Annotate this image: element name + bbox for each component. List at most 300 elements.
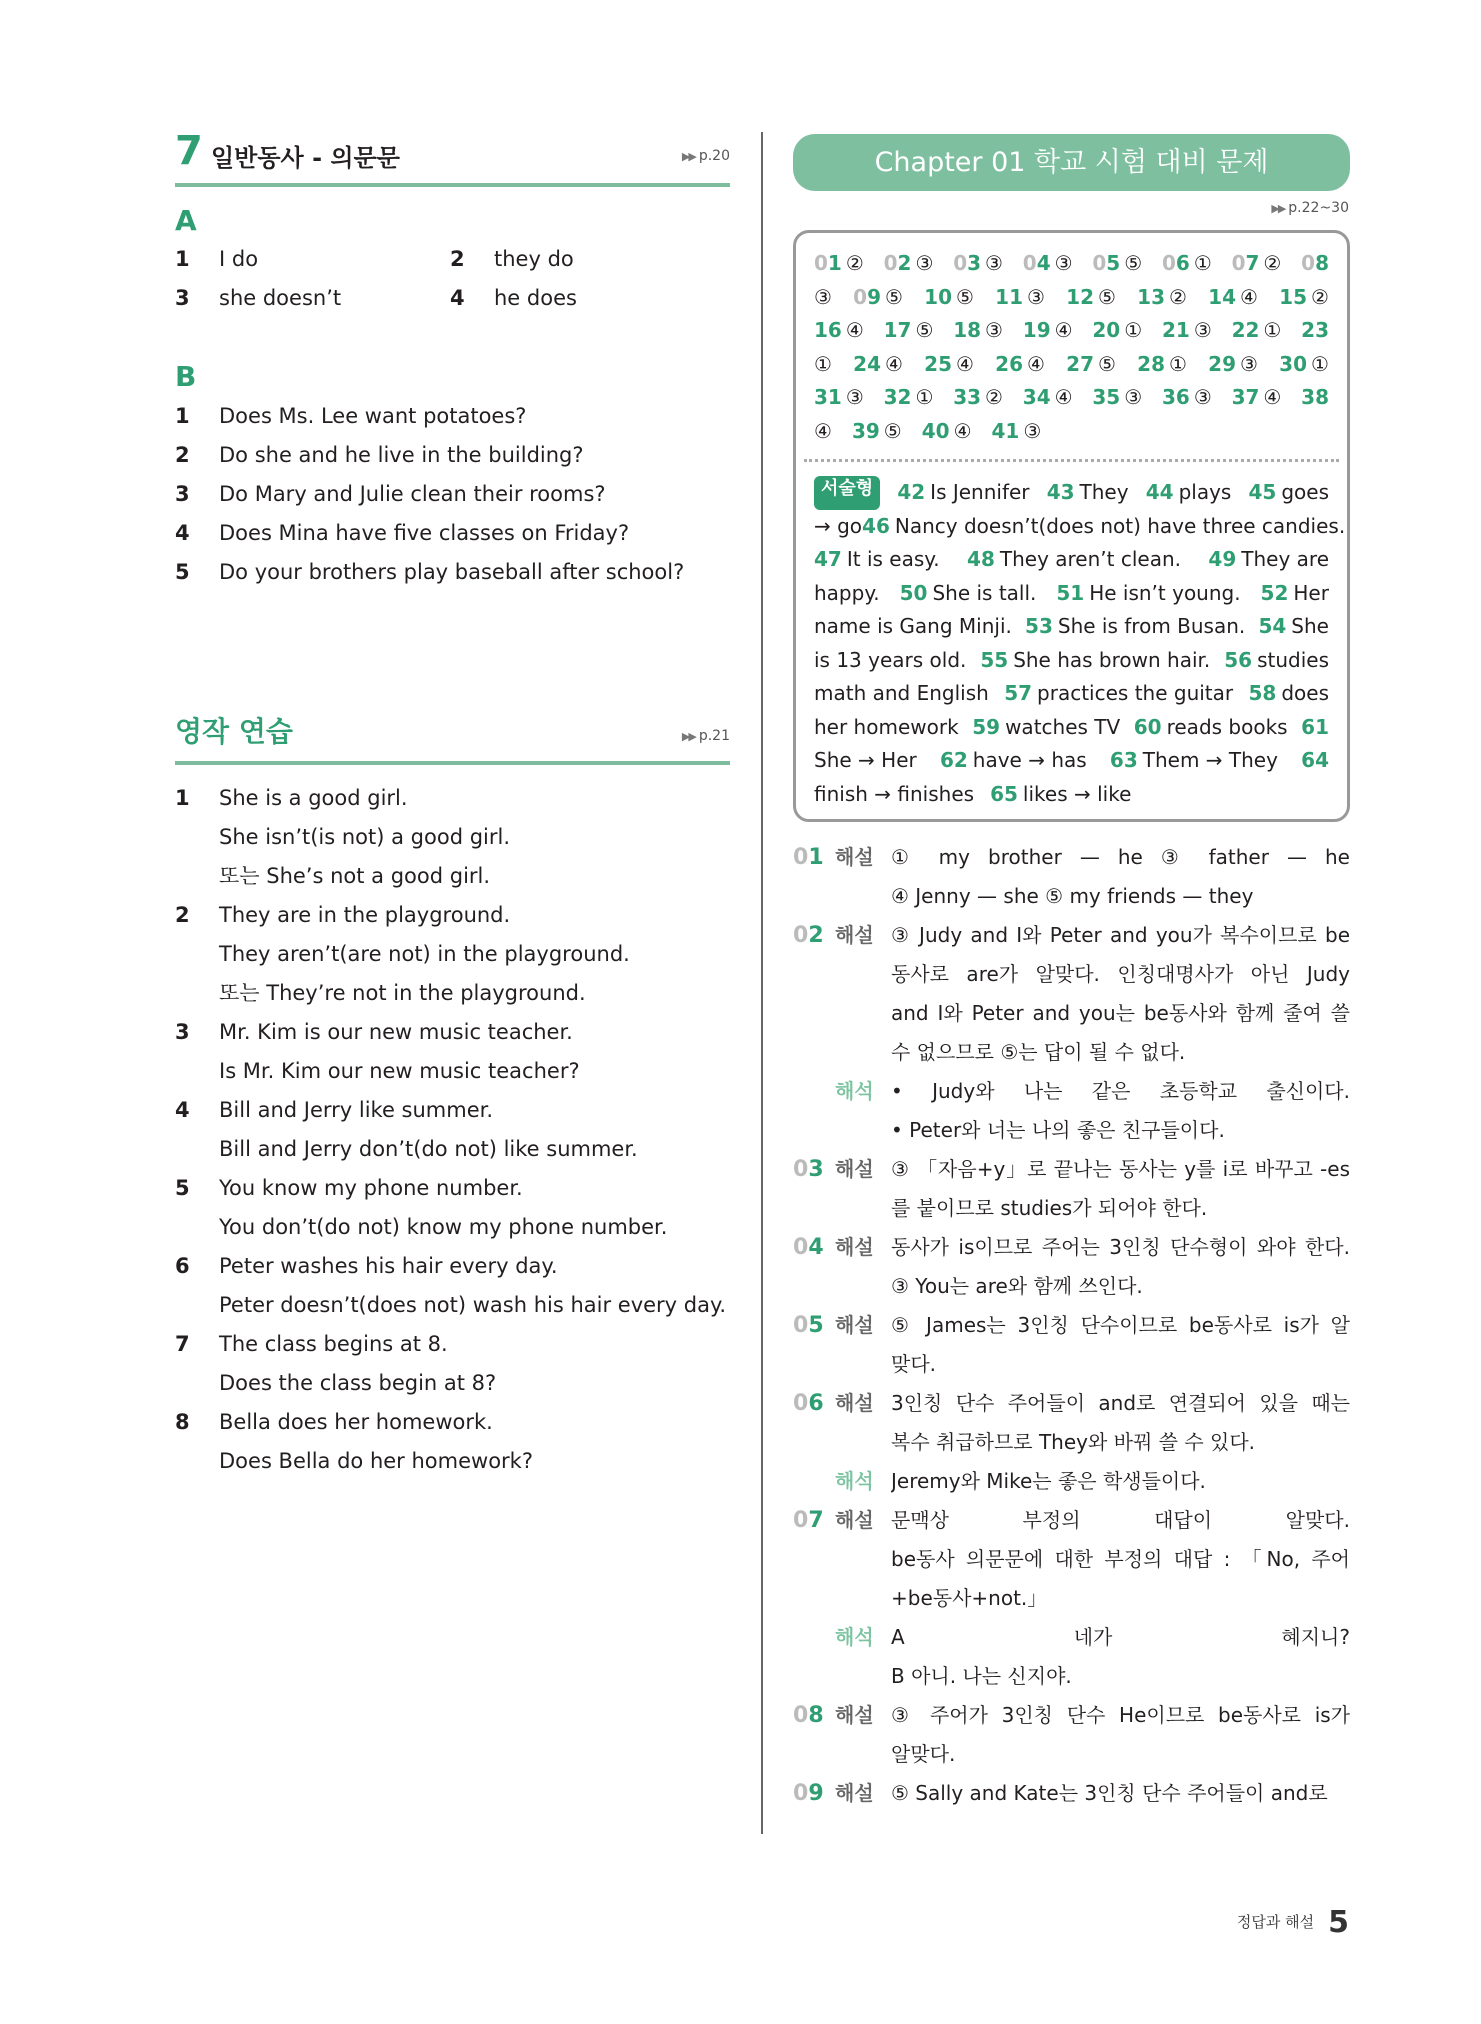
question-number: 62	[939, 748, 968, 772]
question-number-digit: 7	[1245, 251, 1260, 275]
essay-line	[814, 543, 1329, 577]
essay-answer: She is from Busan.	[1057, 614, 1246, 638]
writing-line	[175, 1442, 533, 1481]
explanation-number	[793, 1306, 829, 1345]
item-number: 1	[175, 247, 190, 271]
question-number: 40	[921, 418, 950, 443]
explanation-label: 해설	[835, 923, 874, 947]
explanation-text: 알맞다.	[891, 1742, 956, 1766]
question-number: 41	[991, 418, 1020, 443]
question-number-digit: 5	[1106, 251, 1121, 275]
essay-item	[1047, 476, 1129, 510]
essay-answer: finish → finishes	[814, 781, 975, 806]
question-number: 16	[814, 318, 842, 342]
essay-item	[1249, 476, 1330, 510]
answer-item	[1092, 314, 1142, 348]
answer-item	[1208, 348, 1258, 382]
question-number: 24	[853, 351, 881, 376]
essay-item	[972, 711, 1120, 745]
explanation-text: ③ 「자음+y」로 끝나는 동사는 y를 i로 바꾸고 -es	[891, 1157, 1350, 1181]
explanation-text: 문맥상 부정의 대답이 알맞다.	[891, 1508, 1350, 1532]
question-number: 13	[1137, 284, 1165, 309]
number-prefix: 0	[883, 251, 898, 275]
writing-line	[175, 1208, 667, 1247]
question-number	[1092, 251, 1120, 275]
explanation-text: A 네가 혜지니?	[891, 1625, 1350, 1649]
answer-choice: ①	[915, 385, 934, 409]
sentence: 또는 She’s not a good girl.	[219, 864, 491, 888]
item-number: 4	[450, 286, 465, 310]
question-number	[1023, 251, 1051, 275]
question-number: 29	[1208, 351, 1236, 376]
explanation-number	[793, 1228, 829, 1267]
question-number: 15	[1279, 284, 1307, 309]
explanation-text: ③ Judy and I와 Peter and you가 복수이므로 be	[891, 923, 1350, 947]
essay-item	[814, 778, 974, 812]
answer-item	[814, 381, 864, 415]
question-number: 32	[883, 385, 912, 409]
number-prefix: 0	[793, 1508, 809, 1533]
answer-choice: ⑤	[883, 418, 902, 443]
explanation-text: 복수 취급하므로 They와 바꿔 쓸 수 있다.	[891, 1430, 1256, 1454]
explanation-text: ⑤ James는 3인칭 단수이므로 be동사로 is가 알	[891, 1313, 1350, 1337]
answer-choice: ⑤	[885, 284, 903, 309]
answer-choice: ⑤	[915, 318, 934, 342]
question-number: 47	[814, 547, 842, 571]
answer-choice: ④	[1240, 284, 1258, 309]
sentence: You don’t(do not) know my phone number.	[219, 1215, 668, 1239]
explanation-text: 를 붙이므로 studies가 되어야 한다.	[891, 1196, 1208, 1220]
question-number: 17	[883, 318, 912, 342]
essay-answer: reads books	[1166, 714, 1288, 739]
answer-item	[852, 415, 902, 449]
number-prefix: 0	[953, 251, 968, 275]
part-a-item	[175, 240, 258, 279]
answer-item	[992, 415, 1042, 449]
essay-item	[814, 510, 862, 544]
sentence: You know my phone number.	[219, 1176, 523, 1200]
essay-item	[980, 644, 1210, 678]
essay-answer: name is Gang Minji.	[814, 614, 1012, 638]
answer-item	[1232, 247, 1282, 281]
explanation-label: 해설	[835, 1703, 874, 1727]
question-number	[953, 251, 981, 275]
answer-item	[853, 348, 903, 382]
essay-line	[814, 644, 1329, 678]
answer-choice: ③	[985, 251, 1003, 275]
question-number: 25	[924, 351, 952, 376]
essay-item	[1134, 711, 1288, 745]
question-number-digit: 2	[897, 251, 912, 275]
writing-line	[175, 1286, 726, 1325]
question-number: 14	[1208, 284, 1236, 309]
answer-choice: ⑤	[956, 284, 974, 309]
answer-item	[1279, 281, 1329, 315]
question-number: 20	[1092, 318, 1121, 342]
question-number: 21	[1161, 318, 1190, 342]
answer-item	[1208, 281, 1258, 315]
answer-item	[922, 415, 972, 449]
question-number	[853, 285, 881, 309]
part-b-item	[175, 397, 526, 436]
question-number: 10	[924, 284, 952, 309]
item-number: 1	[175, 786, 190, 810]
item-number: 2	[175, 443, 190, 467]
number-prefix: 0	[793, 1235, 809, 1260]
question-number: 61	[1301, 714, 1329, 739]
answer-choice: ③	[1027, 284, 1045, 309]
item-answer: she doesn’t	[219, 286, 342, 310]
item-answer: I do	[219, 247, 259, 271]
answer-choice: ②	[1263, 251, 1282, 275]
essay-answer: She → Her	[814, 748, 917, 772]
writing-line	[175, 1130, 638, 1169]
answer-item	[1232, 314, 1282, 348]
question-number: 23	[1301, 318, 1329, 342]
answer-item	[1162, 247, 1212, 281]
answer-choice: ②	[845, 251, 864, 275]
item-number: 4	[175, 1098, 190, 1122]
question-number: 43	[1046, 480, 1075, 504]
question-number: 65	[990, 781, 1018, 806]
essay-answer: It is easy.	[846, 547, 940, 571]
explanation-text: and I와 Peter and you는 be동사와 함께 줄여 쓸	[891, 1001, 1350, 1025]
part-b-item	[175, 553, 684, 592]
explanation-text: be동사 의문문에 대한 부정의 대답 : 「No, 주어	[891, 1547, 1350, 1571]
section-rule	[175, 183, 730, 187]
writing-line	[175, 896, 510, 935]
footer-label: 정답과 해설	[1236, 1913, 1315, 1931]
answer-item	[814, 314, 864, 348]
writing-line	[175, 1169, 523, 1208]
number-digit: 6	[808, 1391, 824, 1416]
number-digit: 1	[808, 845, 824, 870]
item-number: 7	[175, 1332, 190, 1356]
number-prefix: 0	[1022, 251, 1037, 275]
sentence: Is Mr. Kim our new music teacher?	[219, 1059, 580, 1083]
writing-line	[175, 857, 490, 896]
number-prefix: 0	[793, 1781, 809, 1806]
number-prefix: 0	[1231, 251, 1246, 275]
part-b-item	[175, 436, 584, 475]
question-number	[1301, 251, 1329, 275]
essay-item	[814, 543, 940, 577]
sentence: They aren’t(are not) in the playground.	[219, 942, 630, 966]
item-number: 4	[175, 521, 190, 545]
number-prefix: 0	[793, 845, 809, 870]
number-prefix: 0	[814, 251, 828, 275]
answer-item	[1092, 381, 1142, 415]
answer-item	[814, 415, 832, 449]
answer-choice: ②	[1311, 284, 1329, 309]
item-number: 2	[450, 247, 465, 271]
answer-item	[814, 281, 832, 315]
explanation-text: • Peter와 너는 나의 좋은 친구들이다.	[891, 1118, 1225, 1142]
answer-item	[1232, 381, 1282, 415]
question-number-digit: 1	[827, 251, 842, 275]
question-number-digit: 9	[867, 284, 881, 309]
answer-item	[953, 247, 1003, 281]
essay-item	[900, 577, 1037, 611]
essay-item	[814, 644, 966, 678]
essay-item	[1025, 610, 1245, 644]
essay-item	[1301, 744, 1329, 778]
item-number: 2	[175, 903, 190, 927]
question-number: 46	[862, 513, 890, 538]
question-number: 12	[1066, 284, 1094, 309]
sentence: Bill and Jerry don’t(do not) like summer.	[219, 1137, 638, 1161]
essay-item	[1301, 711, 1329, 745]
explanation-label: 해설	[835, 1235, 874, 1259]
answer-choice: ③	[915, 251, 934, 275]
answer-item	[1023, 247, 1073, 281]
page-number: 5	[1328, 1905, 1349, 1940]
sentence: She isn’t(is not) a good girl.	[219, 825, 511, 849]
question-number: 54	[1258, 614, 1287, 638]
sentence: Does Bella do her homework?	[219, 1449, 533, 1473]
answer-item	[953, 314, 1003, 348]
essay-item	[814, 711, 959, 745]
answer-choice: ②	[1169, 284, 1187, 309]
essay-line	[814, 778, 1329, 812]
item-number: 3	[175, 286, 190, 310]
essay-answer: math and English	[814, 681, 989, 705]
question-number-digit: 4	[1036, 251, 1051, 275]
translation-label: 해석	[835, 1079, 874, 1103]
answer-choice: ①	[1311, 351, 1329, 376]
answer-choice: ④	[1263, 385, 1282, 409]
essay-answer: have → has	[972, 748, 1087, 772]
answer-item	[1279, 348, 1329, 382]
question-number: 64	[1301, 748, 1329, 772]
essay-item	[1056, 577, 1240, 611]
essay-item	[1146, 476, 1232, 510]
question-number: 11	[995, 284, 1023, 309]
essay-answer: studies	[1257, 647, 1329, 672]
item-number: 6	[175, 1254, 190, 1278]
sentence: They are in the playground.	[219, 903, 511, 927]
question-number: 48	[967, 547, 995, 571]
item-answer: Does Ms. Lee want potatoes?	[219, 404, 527, 428]
writing-line	[175, 1325, 448, 1364]
sentence: Does the class begin at 8?	[219, 1371, 497, 1395]
answer-choice: ③	[1240, 351, 1258, 376]
answer-item	[1162, 381, 1212, 415]
section-number: 7	[175, 128, 203, 174]
translation-label: 해석	[835, 1625, 874, 1649]
answer-item	[884, 314, 934, 348]
question-number: 26	[995, 351, 1023, 376]
answer-choice: ⑤	[1124, 251, 1143, 275]
answer-choice: ④	[885, 351, 903, 376]
essay-answer: her homework	[814, 714, 959, 739]
explanation-number	[793, 1150, 829, 1189]
answer-item	[995, 281, 1045, 315]
explanation-label: 해설	[835, 1391, 874, 1415]
writing-line	[175, 1013, 573, 1052]
question-number	[814, 251, 842, 275]
sentence: Bella does her homework.	[219, 1410, 493, 1434]
answer-choice: ③	[845, 385, 864, 409]
translation-label: 해석	[835, 1469, 874, 1493]
answer-item	[953, 381, 1003, 415]
page-reference-text: p.20	[698, 148, 730, 164]
explanation-text: Jeremy와 Mike는 좋은 학생들이다.	[891, 1469, 1206, 1493]
essay-answer: watches TV	[1005, 714, 1121, 739]
essay-item	[862, 510, 1345, 544]
question-number-digit: 6	[1175, 251, 1190, 275]
essay-item	[814, 577, 880, 611]
explanation-number	[793, 1696, 829, 1735]
answer-choice: ⑤	[1098, 284, 1116, 309]
explanation-number	[793, 916, 829, 955]
explanation-number	[793, 1501, 829, 1540]
item-number: 8	[175, 1410, 190, 1434]
essay-answer: Them → They	[1142, 748, 1278, 772]
essay-item	[1258, 610, 1329, 644]
essay-item	[967, 543, 1181, 577]
answer-item	[1137, 281, 1187, 315]
essay-answer: Nancy doesn’t(does not) have three candies.	[894, 513, 1346, 538]
essay-line	[814, 510, 1346, 544]
item-number: 1	[175, 404, 190, 428]
item-number: 3	[175, 1020, 190, 1044]
question-number: 53	[1025, 614, 1053, 638]
answer-item	[1162, 314, 1212, 348]
number-prefix: 0	[793, 923, 809, 948]
question-number	[884, 251, 912, 275]
part-b-item	[175, 475, 606, 514]
sentence: 또는 They’re not in the playground.	[219, 981, 586, 1005]
answer-item	[924, 281, 974, 315]
answer-choice: ③	[814, 284, 832, 309]
chapter-banner: Chapter 01 학교 시험 대비 문제	[793, 134, 1350, 191]
answer-choice: ①	[814, 351, 832, 376]
answer-item	[1092, 247, 1142, 281]
dotted-divider	[804, 459, 1339, 462]
number-digit: 8	[808, 1703, 824, 1728]
question-number: 35	[1092, 385, 1121, 409]
answer-item	[924, 348, 974, 382]
writing-title: 영작 연습	[175, 715, 293, 748]
number-prefix: 0	[1301, 251, 1316, 275]
sentence: Bill and Jerry like summer.	[219, 1098, 494, 1122]
essay-answer: Is Jennifer	[930, 480, 1030, 504]
writing-line	[175, 1364, 496, 1403]
number-digit: 4	[808, 1235, 824, 1260]
question-number: 51	[1056, 580, 1085, 605]
answer-choice: ④	[814, 418, 832, 443]
essay-answer: happy.	[814, 580, 880, 605]
essay-answer: She is tall.	[932, 580, 1037, 605]
question-number: 60	[1133, 714, 1162, 739]
question-number: 52	[1260, 580, 1289, 605]
number-prefix: 0	[793, 1391, 809, 1416]
section-title: 일반동사 - 의문문	[211, 144, 400, 172]
page-reference	[682, 728, 730, 744]
item-number: 5	[175, 560, 190, 584]
essay-line	[814, 577, 1329, 611]
part-a-item	[450, 279, 577, 318]
question-number: 36	[1161, 385, 1190, 409]
question-number: 30	[1279, 351, 1307, 376]
essay-item	[814, 610, 1012, 644]
answer-item	[884, 381, 934, 415]
answer-item	[1301, 247, 1329, 281]
explanation-text: ⑤ Sally and Kate는 3인칭 단수 주어들이 and로	[891, 1781, 1328, 1805]
answer-box	[793, 230, 1350, 822]
question-number: 57	[1004, 681, 1033, 705]
answer-choice: ②	[985, 385, 1003, 409]
number-prefix: 0	[1092, 251, 1107, 275]
answer-item	[1301, 314, 1329, 348]
answer-line	[814, 415, 1329, 449]
explanation-number	[793, 1384, 829, 1423]
part-a-label: A	[175, 204, 197, 237]
essay-answer: goes	[1281, 480, 1329, 504]
essay-answer: They aren’t clean.	[999, 547, 1181, 571]
explanation-label: 해설	[835, 845, 874, 869]
answer-item	[1023, 314, 1073, 348]
essay-line	[814, 476, 1329, 510]
answer-item	[1301, 381, 1329, 415]
question-number: 45	[1248, 480, 1277, 504]
answer-line	[814, 314, 1329, 348]
answer-line	[814, 281, 1329, 315]
essay-line	[814, 711, 1329, 745]
question-number: 56	[1224, 647, 1253, 672]
explanation-number	[793, 1774, 829, 1813]
answer-choice: ③	[1193, 385, 1212, 409]
question-number: 31	[814, 385, 842, 409]
explanation-text: 3인칭 단수 주어들이 and로 연결되어 있을 때는	[891, 1391, 1350, 1415]
answer-item	[1023, 381, 1073, 415]
question-number: 50	[899, 580, 928, 605]
answer-choice: ③	[1124, 385, 1143, 409]
essay-line	[814, 610, 1329, 644]
answer-line	[814, 247, 1329, 281]
question-number: 34	[1022, 385, 1051, 409]
writing-line	[175, 935, 630, 974]
answer-line	[814, 348, 1329, 382]
writing-line	[175, 1247, 558, 1286]
writing-header	[175, 710, 730, 755]
answer-choice: ①	[1169, 351, 1187, 376]
writing-line	[175, 1403, 493, 1442]
number-prefix: 0	[853, 284, 868, 309]
question-number-digit: 3	[967, 251, 982, 275]
answer-line	[814, 381, 1329, 415]
question-number: 55	[980, 647, 1009, 672]
answer-item	[1066, 281, 1116, 315]
essay-answer: practices the guitar	[1037, 681, 1234, 705]
answer-choice: ①	[1193, 251, 1212, 275]
essay-answer: is 13 years old.	[814, 647, 967, 672]
question-number: 49	[1208, 547, 1237, 571]
question-number: 28	[1137, 351, 1165, 376]
question-number: 22	[1231, 318, 1260, 342]
question-number: 27	[1066, 351, 1094, 376]
essay-tag: 서술형	[814, 476, 880, 510]
question-number-digit: 8	[1315, 251, 1329, 275]
answer-choice: ①	[1124, 318, 1143, 342]
part-a-item	[175, 279, 341, 318]
column-divider	[761, 132, 763, 1834]
number-digit: 2	[808, 923, 824, 948]
writing-line	[175, 974, 586, 1013]
essay-answer: plays	[1178, 480, 1232, 504]
answer-item	[814, 247, 864, 281]
